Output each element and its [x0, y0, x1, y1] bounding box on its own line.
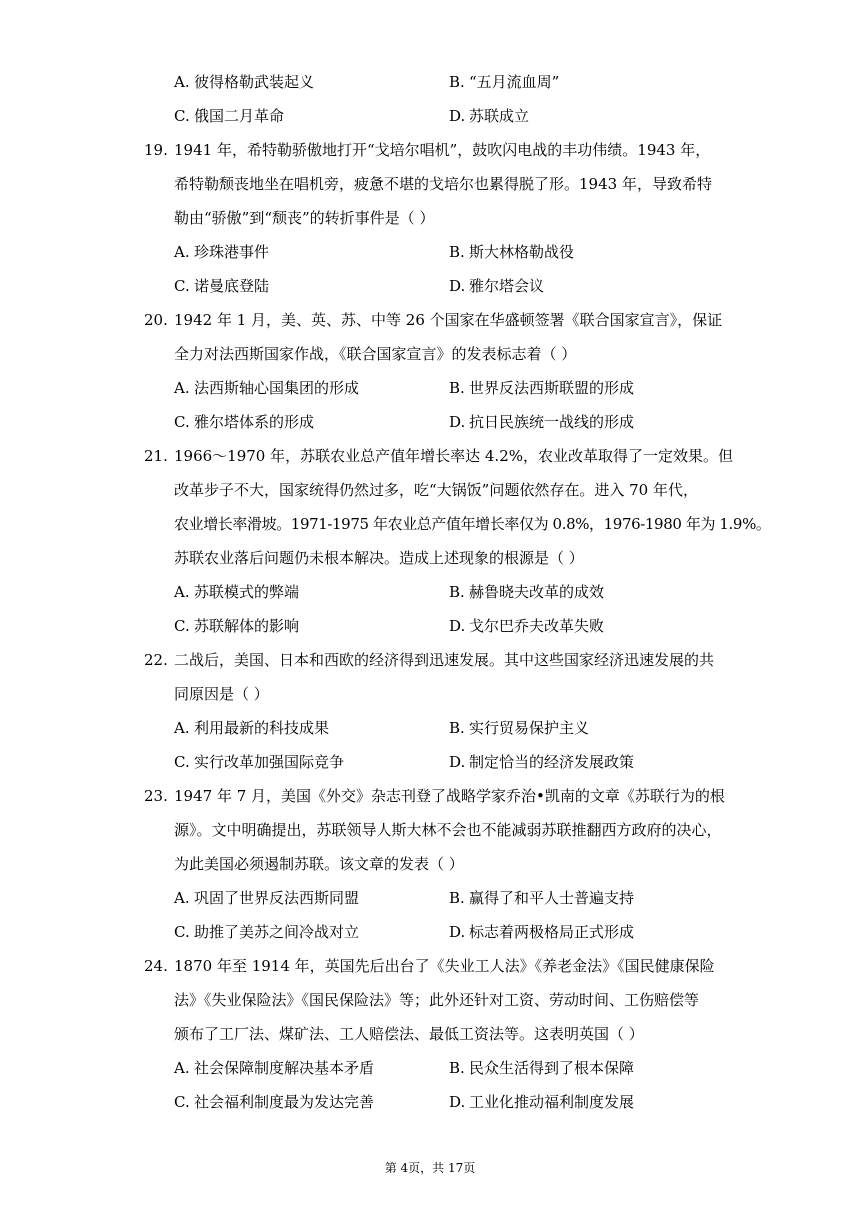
option-c: C. 助推了美苏之间冷战对立	[174, 923, 360, 941]
option-text: 赫鲁晓夫改革的成效	[469, 583, 605, 601]
page-footer: 第 4页，共 17页	[384, 1161, 476, 1175]
question-number: 24.	[144, 957, 168, 975]
question-text: 1942 年 1 月，美、英、苏、中等 26 个国家在华盛顿签署《联合国家宣言》，保证	[174, 311, 723, 329]
option-a: A. 法西斯轴心国集团的形成	[174, 379, 360, 397]
question-text: 农业增长率滑坡。1971-1975 年农业总产值年增长率仅为 0.8%，1976-1980 年为 1.9%。	[174, 515, 771, 533]
option-b: B. 世界反法西斯联盟的形成	[449, 379, 635, 397]
option-b: B. 实行贸易保护主义	[449, 719, 590, 737]
option-text: 苏联解体的影响	[194, 617, 300, 635]
question-text: 1947 年 7 月，美国《外交》杂志刊登了战略学家乔治•凯南的文章《苏联行为的根	[174, 787, 725, 805]
option-text: 社会福利制度最为发达完善	[194, 1093, 375, 1111]
question-text: 全力对法西斯国家作战，《联合国家宣言》的发表标志着（ ）	[174, 345, 577, 363]
question-number: 19.	[144, 141, 168, 159]
option-text: 实行贸易保护主义	[469, 719, 590, 737]
option-text: 工业化推动福利制度发展	[469, 1093, 635, 1111]
option-b: B. 赢得了和平人士普遍支持	[449, 889, 635, 907]
question-text: 勒由“骄傲”到“颓丧”的转折事件是（ ）	[174, 209, 435, 227]
option-b: B. 斯大林格勒战役	[449, 243, 575, 261]
option-c: C. 雅尔塔体系的形成	[174, 413, 315, 431]
option-c: C. 诺曼底登陆	[174, 277, 270, 295]
option-c: C. 实行改革加强国际竞争	[174, 753, 345, 771]
option-text: 雅尔塔会议	[469, 277, 545, 295]
option-text: 抗日民族统一战线的形成	[469, 413, 635, 431]
question-number: 20.	[144, 311, 168, 329]
option-c: C. 苏联解体的影响	[174, 617, 300, 635]
question-text: 改革步子不大，国家统得仍然过多，吃“大锅饭”问题依然存在。进入 70 年代，	[174, 481, 698, 499]
question-number: 23.	[144, 787, 168, 805]
option-c: C. 俄国二月革命	[174, 107, 285, 125]
option-text: 珍珠港事件	[194, 243, 270, 261]
option-text: 雅尔塔体系的形成	[194, 413, 315, 431]
option-text: 助推了美苏之间冷战对立	[194, 923, 360, 941]
option-a: A. 巩固了世界反法西斯同盟	[174, 889, 360, 907]
question-number: 22.	[144, 651, 168, 669]
option-b: B. 赫鲁晓夫改革的成效	[449, 583, 605, 601]
option-a: A. 社会保障制度解决基本矛盾	[174, 1059, 375, 1077]
option-d: D. 雅尔塔会议	[449, 277, 545, 295]
option-b: B. 民众生活得到了根本保障	[449, 1059, 635, 1077]
option-text: 诺曼底登陆	[194, 277, 270, 295]
option-text: 制定恰当的经济发展政策	[469, 753, 635, 771]
option-b: B. “五月流血周”	[449, 73, 560, 91]
question-text: 法》《失业保险法》《国民保险法》等；此外还针对工资、劳动时间、工伤赔偿等	[174, 991, 700, 1009]
question-text: 希特勒颓丧地坐在唱机旁，疲惫不堪的戈培尔也累得脱了形。1943 年，导致希特	[174, 175, 712, 193]
option-text: 巩固了世界反法西斯同盟	[194, 889, 360, 907]
option-text: 社会保障制度解决基本矛盾	[194, 1059, 375, 1077]
option-text: 戈尔巴乔夫改革失败	[469, 617, 605, 635]
option-text: 彼得格勒武装起义	[194, 73, 315, 91]
option-d: D. 标志着两极格局正式形成	[449, 923, 635, 941]
question-text: 为此美国必须遏制苏联。该文章的发表（ ）	[174, 855, 464, 873]
option-text: 标志着两极格局正式形成	[469, 923, 635, 941]
question-text: 1870 年至 1914 年，英国先后出台了《失业工人法》《养老金法》《国民健康保险	[174, 957, 715, 975]
option-d: D. 制定恰当的经济发展政策	[449, 753, 635, 771]
question-text: 同原因是（ ）	[174, 685, 269, 703]
option-text: 斯大林格勒战役	[469, 243, 575, 261]
option-a: A. 珍珠港事件	[174, 243, 270, 261]
option-text: 苏联模式的弊端	[194, 583, 300, 601]
question-text: 1966～1970 年，苏联农业总产值年增长率达 4.2%，农业改革取得了一定效果。但	[174, 447, 733, 465]
option-a: A. 苏联模式的弊端	[174, 583, 300, 601]
question-text: 苏联农业落后问题仍未根本解决。造成上述现象的根源是（ ）	[174, 549, 584, 567]
option-d: D. 苏联成立	[449, 107, 530, 125]
option-text: 实行改革加强国际竞争	[194, 753, 345, 771]
option-d: D. 戈尔巴乔夫改革失败	[449, 617, 605, 635]
option-text: 民众生活得到了根本保障	[469, 1059, 635, 1077]
option-text: 世界反法西斯联盟的形成	[469, 379, 635, 397]
option-text: 利用最新的科技成果	[194, 719, 330, 737]
option-text: 法西斯轴心国集团的形成	[194, 379, 360, 397]
option-d: D. 抗日民族统一战线的形成	[449, 413, 635, 431]
option-text: 赢得了和平人士普遍支持	[469, 889, 635, 907]
option-a: A. 利用最新的科技成果	[174, 719, 330, 737]
option-text: 苏联成立	[469, 107, 530, 125]
option-text: 俄国二月革命	[194, 107, 285, 125]
option-text: “五月流血周”	[469, 73, 560, 91]
question-text: 1941 年，希特勒骄傲地打开“戈培尔唱机”，鼓吹闪电战的丰功伟绩。1943 年，	[174, 141, 711, 159]
question-text: 颁布了工厂法、煤矿法、工人赔偿法、最低工资法等。这表明英国（ ）	[174, 1025, 644, 1043]
option-c: C. 社会福利制度最为发达完善	[174, 1093, 375, 1111]
option-d: D. 工业化推动福利制度发展	[449, 1093, 635, 1111]
option-a: A. 彼得格勒武装起义	[174, 73, 315, 91]
question-text: 二战后，美国、日本和西欧的经济得到迅速发展。其中这些国家经济迅速发展的共	[174, 651, 715, 669]
question-number: 21.	[144, 447, 168, 465]
question-text: 源》。文中明确提出，苏联领导人斯大林不会也不能减弱苏联推翻西方政府的决心，	[174, 821, 722, 839]
